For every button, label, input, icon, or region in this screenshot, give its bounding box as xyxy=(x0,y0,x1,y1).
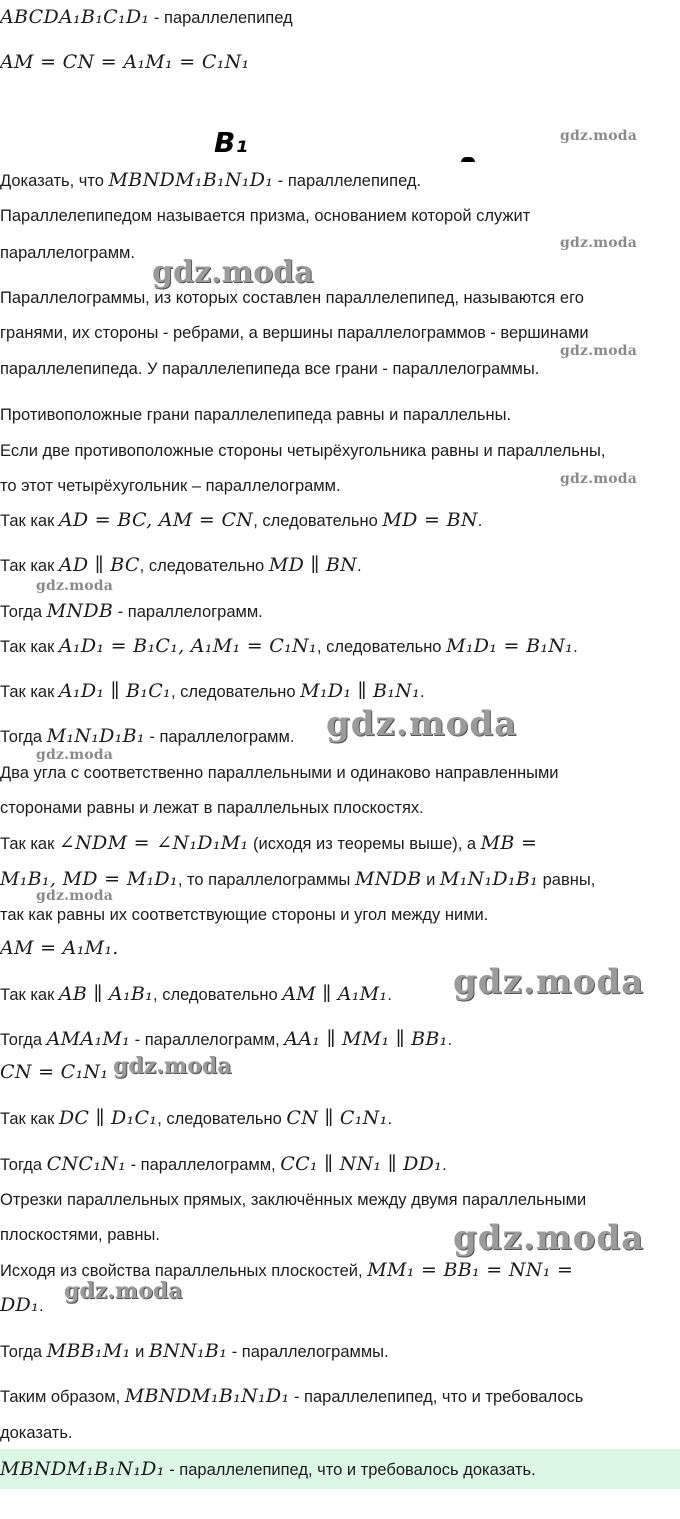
paragraph-line: плоскостями, равны. xyxy=(0,1226,160,1244)
prove-line xyxy=(0,169,421,192)
math-expression: AD ∥ BC xyxy=(58,554,140,576)
proof-step xyxy=(0,1028,452,1051)
text: Доказать, что xyxy=(0,172,109,190)
watermark: gdz.moda xyxy=(36,578,114,594)
text: Так как xyxy=(0,638,59,656)
paragraph-line: Параллелограммы, из которых составлен параллелепипед, называются его xyxy=(0,289,584,307)
text: , следовательно xyxy=(153,986,283,1004)
watermark: gdz.moda xyxy=(152,255,314,290)
text: Так как xyxy=(0,557,59,575)
paragraph-line: Параллелепипедом называется призма, основанием которой служит xyxy=(0,207,531,225)
watermark: gdz.moda xyxy=(36,747,114,763)
paragraph-line: Противоположные грани параллелепипеда равны и параллельны. xyxy=(0,406,512,424)
text: . xyxy=(420,683,425,701)
paragraph-line: то этот четырёхугольник – параллелограмм. xyxy=(0,477,341,495)
text: Так как xyxy=(0,835,59,853)
math-expression: MBNDM₁B₁N₁D₁ xyxy=(0,1458,165,1480)
math-expression: M₁N₁D₁B₁ xyxy=(46,725,145,747)
text: , следовательно xyxy=(139,557,269,575)
answer-line xyxy=(0,1458,536,1481)
math-expression: DC ∥ D₁C₁ xyxy=(58,1107,158,1129)
math-expression: AD = BC, AM = CN xyxy=(58,509,254,531)
text: . xyxy=(38,1297,44,1315)
text: . xyxy=(573,638,578,656)
paragraph-line: параллелепипеда. У параллелепипеда все грани - параллелограммы. xyxy=(0,360,540,378)
text: - параллелограмм, xyxy=(130,1031,285,1049)
proof-step xyxy=(0,1340,389,1363)
paragraph-line: доказать. xyxy=(0,1424,73,1442)
text: Так как xyxy=(0,986,59,1004)
watermark: gdz.moda xyxy=(326,704,518,744)
text: - параллелепипед xyxy=(149,9,293,27)
text: - параллелограммы. xyxy=(227,1343,389,1361)
text: , следовательно xyxy=(170,683,301,701)
math-expression: DD₁ xyxy=(0,1294,39,1316)
watermark: gdz.moda xyxy=(560,343,638,359)
proof-step xyxy=(0,1061,108,1084)
math-expression: M₁D₁ ∥ B₁N₁ xyxy=(300,680,421,702)
text: Тогда xyxy=(0,728,47,746)
text: и xyxy=(421,871,440,889)
text: - параллелограмм. xyxy=(113,603,263,621)
math-expression: CC₁ ∥ NN₁ ∥ DD₁ xyxy=(280,1153,443,1175)
paragraph-line: так как равны их соответствующие стороны и угол между ними. xyxy=(0,906,489,924)
text: , следовательно xyxy=(253,512,383,530)
math-expression: MBNDM₁B₁N₁D₁ xyxy=(124,1385,290,1407)
proof-step xyxy=(0,1107,392,1130)
math-expression: ABCDA₁B₁C₁D₁ xyxy=(0,6,150,28)
text: Тогда xyxy=(0,1343,47,1361)
text: (исходя из теоремы выше), а xyxy=(248,835,481,853)
math-expression: MNDB xyxy=(355,868,422,890)
text: Так как xyxy=(0,1110,59,1128)
proof-step xyxy=(0,1294,44,1317)
math-expression: A₁D₁ = B₁C₁, A₁M₁ = C₁N₁ xyxy=(58,635,317,657)
proof-step xyxy=(0,1153,447,1176)
watermark: gdz.moda xyxy=(453,962,645,1002)
text: . xyxy=(477,512,483,530)
math-expression: M₁N₁D₁B₁ xyxy=(439,868,539,890)
math-expression: AM = CN = A₁M₁ = C₁N₁ xyxy=(0,51,250,73)
figure-label: B₁ xyxy=(214,126,248,159)
text: Таким образом, xyxy=(0,1388,125,1406)
text: Исходя из свойства параллельных плоскостей, xyxy=(0,1262,368,1280)
proof-step xyxy=(0,554,362,577)
math-expression: AA₁ ∥ MM₁ ∥ BB₁ xyxy=(284,1028,448,1050)
text: . xyxy=(387,1110,393,1128)
math-expression: A₁D₁ ∥ B₁C₁ xyxy=(58,680,171,702)
paragraph-line: параллелограмм. xyxy=(0,244,135,262)
proof-step xyxy=(0,725,294,748)
proof-step xyxy=(0,832,537,855)
text: и xyxy=(130,1343,149,1361)
text: , следовательно xyxy=(157,1110,287,1128)
proof-step xyxy=(0,600,263,623)
paragraph-line: Отрезки параллельных прямых, заключённых между двумя параллельными xyxy=(0,1191,587,1209)
proof-step xyxy=(0,937,119,960)
math-expression: AM = A₁M₁. xyxy=(0,937,119,959)
text: Тогда xyxy=(0,1156,47,1174)
math-expression: BNN₁B₁ xyxy=(148,1340,228,1362)
proof-step xyxy=(0,635,578,658)
paragraph-line: гранями, их стороны - ребрами, а вершины параллелограммов - вершинами xyxy=(0,324,589,342)
text: Тогда xyxy=(0,1031,47,1049)
math-expression: AM ∥ A₁M₁ xyxy=(282,983,388,1005)
proof-step xyxy=(0,1385,583,1408)
text: Так как xyxy=(0,512,59,530)
watermark: gdz.moda xyxy=(64,1278,183,1304)
text: . xyxy=(357,557,362,575)
text: - параллелепипед, что и требовалось xyxy=(289,1388,584,1406)
text: - параллелограмм. xyxy=(144,728,295,746)
watermark: gdz.moda xyxy=(560,235,638,251)
text: . xyxy=(442,1156,447,1174)
paragraph-line: сторонами равны и лежат в параллельных плоскостях. xyxy=(0,799,424,817)
math-expression: MNDB xyxy=(46,600,114,622)
watermark: gdz.moda xyxy=(36,888,114,904)
math-expression: AMA₁M₁ xyxy=(46,1028,131,1050)
text: , следовательно xyxy=(316,638,447,656)
math-expression: M₁D₁ = B₁N₁ xyxy=(446,635,574,657)
text: . xyxy=(387,986,392,1004)
answer-text: - параллелепипед, что и требовалось доказать. xyxy=(164,1461,536,1479)
text: - параллелепипед. xyxy=(273,172,422,190)
paragraph-line: Два угла с соответственно параллельными и одинаково направленными xyxy=(0,764,559,782)
math-expression: MBB₁M₁ xyxy=(46,1340,131,1362)
math-expression: MB = xyxy=(480,832,538,854)
text: , то параллелограммы xyxy=(177,871,355,889)
watermark: gdz.moda xyxy=(560,471,638,487)
paragraph-line: Если две противоположные стороны четырёхугольника равны и параллельны, xyxy=(0,442,606,460)
text: . xyxy=(447,1031,453,1049)
math-expression: MD ∥ BN xyxy=(268,554,358,576)
proof-step xyxy=(0,680,425,703)
math-expression: MD = BN xyxy=(382,509,478,531)
proof-step xyxy=(0,509,482,532)
math-expression: CN ∥ C₁N₁ xyxy=(286,1107,388,1129)
figure-fragment xyxy=(461,157,475,162)
text: Тогда xyxy=(0,603,47,621)
text: Так как xyxy=(0,683,59,701)
text: - параллелограмм, xyxy=(126,1156,281,1174)
math-expression: CN = C₁N₁ xyxy=(0,1061,109,1083)
math-expression: MBNDM₁B₁N₁D₁ xyxy=(108,169,274,191)
proof-step xyxy=(0,983,392,1006)
math-expression: CNC₁N₁ xyxy=(46,1153,126,1175)
math-expression: ∠NDM = ∠N₁D₁M₁ xyxy=(58,832,249,854)
math-expression: MM₁ = BB₁ = NN₁ = xyxy=(367,1259,574,1281)
watermark: gdz.moda xyxy=(560,128,638,144)
given-line-1 xyxy=(0,6,293,29)
watermark: gdz.moda xyxy=(453,1218,645,1258)
watermark: gdz.moda xyxy=(113,1053,232,1079)
text: равны, xyxy=(538,871,596,889)
math-expression: M₁B₁, MD = M₁D₁ xyxy=(0,868,178,890)
math-expression: AB ∥ A₁B₁ xyxy=(58,983,154,1005)
given-line-2 xyxy=(0,51,249,74)
